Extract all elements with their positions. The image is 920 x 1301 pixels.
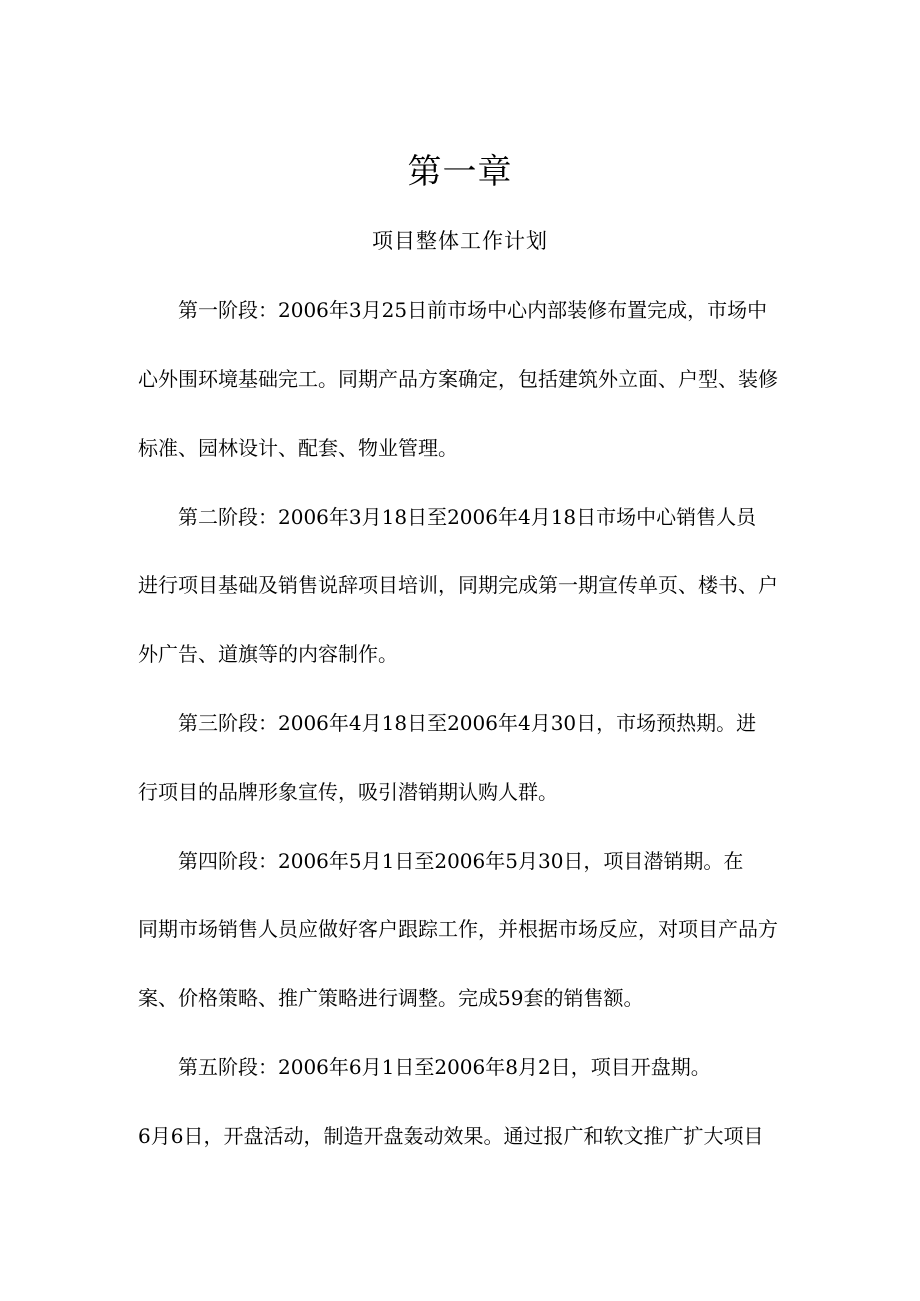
body-line-1: 第一阶段：2006年3月25日前市场中心内部装修布置完成，市场中: [138, 298, 768, 322]
body-line-5: 进行项目基础及销售说辞项目培训，同期完成第一期宣传单页、楼书、户: [138, 573, 778, 597]
chapter-title: 第一章: [407, 152, 513, 192]
body-line-4: 第二阶段：2006年3月18日至2006年4月18日市场中心销售人员: [138, 505, 757, 529]
body-line-9: 第四阶段：2006年5月1日至2006年5月30日，项目潜销期。在: [138, 849, 744, 873]
body-line-10: 同期市场销售人员应做好客户跟踪工作，并根据市场反应，对项目产品方: [138, 917, 778, 941]
section-title: 项目整体工作计划: [372, 229, 548, 253]
body-line-8: 行项目的品牌形象宣传，吸引潜销期认购人群。: [138, 780, 558, 804]
body-line-12: 第五阶段：2006年6月1日至2006年8月2日，项目开盘期。: [138, 1055, 711, 1079]
body-line-13: 6月6日，开盘活动，制造开盘轰动效果。通过报广和软文推广扩大项目: [138, 1124, 764, 1148]
body-line-3: 标准、园林设计、配套、物业管理。: [138, 436, 458, 460]
body-line-2: 心外围环境基础完工。同期产品方案确定，包括建筑外立面、户型、装修: [138, 367, 778, 391]
body-line-7: 第三阶段：2006年4月18日至2006年4月30日，市场预热期。进: [138, 711, 757, 735]
body-line-6: 外广告、道旗等的内容制作。: [138, 642, 398, 666]
body-line-11: 案、价格策略、推广策略进行调整。完成59套的销售额。: [138, 986, 644, 1010]
